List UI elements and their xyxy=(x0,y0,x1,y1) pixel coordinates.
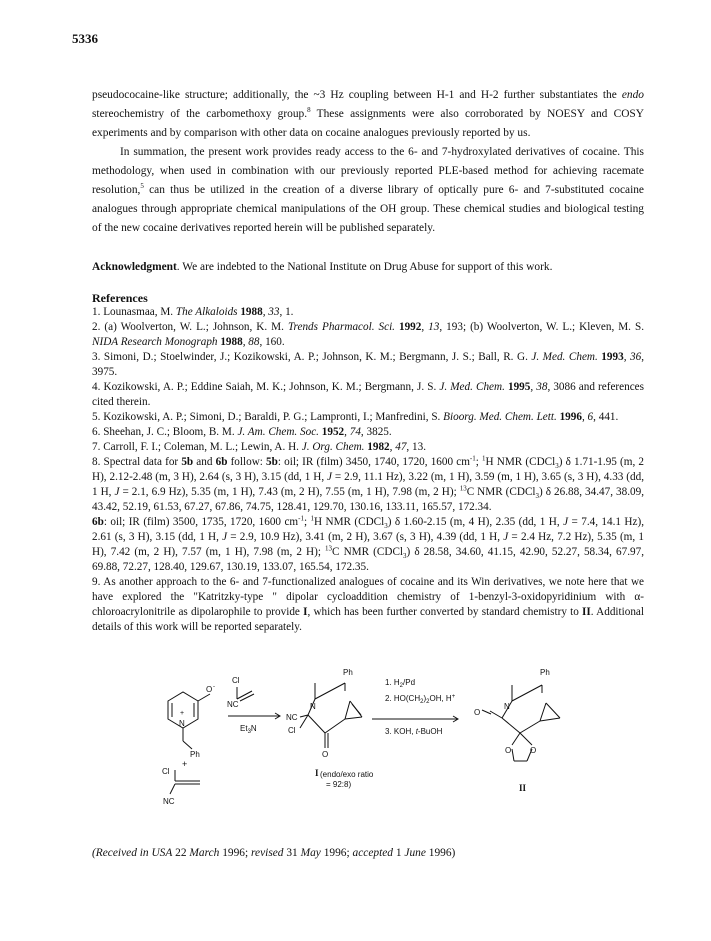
svg-text:N: N xyxy=(179,719,185,728)
svg-text:= 92:8): = 92:8) xyxy=(326,780,352,789)
svg-text:NC: NC xyxy=(163,797,175,806)
svg-text:+: + xyxy=(180,710,185,717)
svg-text:NC: NC xyxy=(286,713,298,722)
svg-text:Ph: Ph xyxy=(540,668,550,677)
reference-1: 1. Lounasmaa, M. The Alkaloids 1988, 33, 1. xyxy=(92,306,294,318)
svg-text:(endo/exo ratio: (endo/exo ratio xyxy=(320,770,374,779)
svg-text:O: O xyxy=(206,685,213,694)
reference-2: 2. (a) Woolverton, W. L.; Johnson, K. M. Trends Pharmacol. Sci. 1992, 13, 193; (b) Woolverton, W. L.; Kleven, M. S. NIDA Research Monograph 1988, 88, 160. xyxy=(92,321,645,348)
received-dates: (Received in USA 22 March 1996; revised 31 May 1996; accepted 1 June 1996) xyxy=(92,847,456,859)
svg-text:3. KOH, t-BuOH: 3. KOH, t-BuOH xyxy=(385,727,443,736)
svg-text:II: II xyxy=(519,783,527,793)
svg-text:+: + xyxy=(182,759,188,769)
svg-text:O: O xyxy=(322,750,329,759)
reference-6: 6. Sheehan, J. C.; Bloom, B. M. J. Am. Chem. Soc. 1952, 74, 3825. xyxy=(92,426,392,438)
reference-4: 4. Kozikowski, A. P.; Eddine Saiah, M. K.; Johnson, K. M.; Bergmann, J. S. J. Med. Chem. 1995, 38, 3086 and references cited therein. xyxy=(92,381,644,408)
reference-8-spectral-5b: 8. Spectral data for 5b and 6b follow: 5b: oil; IR (film) 3450, 1740, 1720, 1600 $cm^{-1}$; $^1$H NMR (CDCl$_3$) δ 1.71-1.95 (m, 2 H), 2.12-2.48 (m, 3 H), 2.64 (s, 3 H), 3.15 (dd, 1 H, J = 2.9, 11.1 Hz), 3.22 (m, 1 H), 3.59 (m, 1 H), 3.65 (s, 3 H), 4.33 (dd, 1 H, J = 2.1, 6.9 Hz), 5.35 (m, 1 H), 7.43 (m, 2 H), 7.55 (m, 1 H), 7.98 (m, 2 H); $^{13}$C NMR (CDCl$_3$) δ 26.88, 34.47, 38.09, 43.42, 52.19, 61.53, 67.27, 67.86, 74.75, 128.41, 129.70, 130.16, 133.11, 165.57, 172.34. xyxy=(92,454,645,513)
reference-7: 7. Carroll, F. I.; Coleman, M. L.; Lewin, A. H. J. Org. Chem. 1982, 47, 13. xyxy=(92,441,426,453)
reference-8-spectral-6b: 6b: oil; IR (film) 3500, 1735, 1720, 1600 $cm^{-1}$; $^1$H NMR (CDCl$_3$) δ 1.60-2.15 (m, 4 H), 2.35 (dd, 1 H, J = 7.4, 14.1 Hz), 2.61 (s, 3 H), 3.15 (dd, 1 H, J = 2.9, 10.9 Hz), 3.41 (m, 2 H), 3.67 (s, 3 H), 4.39 (dd, 1 H, J = 2.4 Hz, 7.2 Hz), 5.35 (m, 1 H), 7.42 (m, 2 H), 7.57 (m, 1 H), 7.98 (m, 2 H); $^{13}$C NMR (CDCl$_3$) δ 28.58, 34.60, 41.15, 42.90, 52.27, 58.34, 67.97, 69.88, 72.27, 128.40, 129.67, 130.19, 133.07, 165.54, 172.35. xyxy=(92,514,645,573)
svg-text:Ph: Ph xyxy=(343,668,353,677)
svg-text:Cl: Cl xyxy=(162,767,170,776)
acknowledgment-label: Acknowledgment xyxy=(92,261,177,273)
svg-text:N: N xyxy=(310,702,316,711)
reference-5: 5. Kozikowski, A. P.; Simoni, D.; Baraldi, P. G.; Lampronti, I.; Manfredini, S. Bioorg. Med. Chem. Lett. 1996, 6, 441. xyxy=(92,411,619,423)
svg-text:O: O xyxy=(505,746,512,755)
svg-text:1. H2/Pd: 1. $H_2/Pd$ xyxy=(385,678,416,689)
paragraph-summation: In summation, the present work provides ready access to the 6- and 7-hydroxylated derivatives of cocaine. This methodology, when used in combination with our previously reported PLE-based method for achieving racemate resolution,$^5$ can thus be utilized in the creation of a diverse library of optically pure 6- and 7-substituted cocaine analogues through appropriate chemical manipulations of the OH group. These chemical studies and biological testing of the new cocaine derivatives reported herein will be published separately. xyxy=(92,146,644,234)
reference-9: 9. As another approach to the 6- and 7-functionalized analogues of cocaine and its Win derivatives, we note here that we have explored the "Katritzky-type " dipolar cycloaddition chemistry of 1-benzyl-3-oxidopyridinium with α-chloroacrylonitrile as dipolarophile to provide I, which has been further converted by standard chemistry to II. Additional details of this work will be reported separately. xyxy=(92,576,644,633)
svg-text:Et3N: $Et_3N$ xyxy=(240,724,257,735)
reaction-scheme xyxy=(140,663,610,828)
svg-text:O: O xyxy=(530,746,537,755)
svg-text:-: - xyxy=(213,684,215,690)
acknowledgment: Acknowledgment. We are indebted to the National Institute on Drug Abuse for support of this work. xyxy=(92,261,553,273)
references-list xyxy=(92,305,644,635)
svg-text:Cl: Cl xyxy=(288,726,296,735)
svg-text:Ph: Ph xyxy=(190,750,200,759)
svg-text:Cl: Cl xyxy=(232,676,240,685)
svg-text:N: N xyxy=(504,702,510,711)
svg-text:NC: NC xyxy=(227,700,239,709)
svg-text:I: I xyxy=(315,768,319,778)
references-heading: References xyxy=(92,291,148,305)
paragraph-stereochemistry: pseudococaine-like structure; additionally, the ~3 Hz coupling between H-1 and H-2 further substantiates the endo stereochemistry of the carbomethoxy group.$^8$ These assignments were also corroborated by NOESY and COSY experiments and by comparison with other data on cocaine analogues previously reported by us. xyxy=(92,89,644,139)
svg-text:2. HO(CH2)2OH, H+: 2. $HO(CH_2)_2OH$, H+ xyxy=(385,694,456,705)
reference-3: 3. Simoni, D.; Stoelwinder, J.; Kozikowski, A. P.; Johnson, K. M.; Bergmann, J. S.; Ball, R. G. J. Med. Chem. 1993, 36, 3975. xyxy=(92,351,644,378)
svg-text:O: O xyxy=(474,708,481,717)
page-number: 5336 xyxy=(72,31,98,46)
